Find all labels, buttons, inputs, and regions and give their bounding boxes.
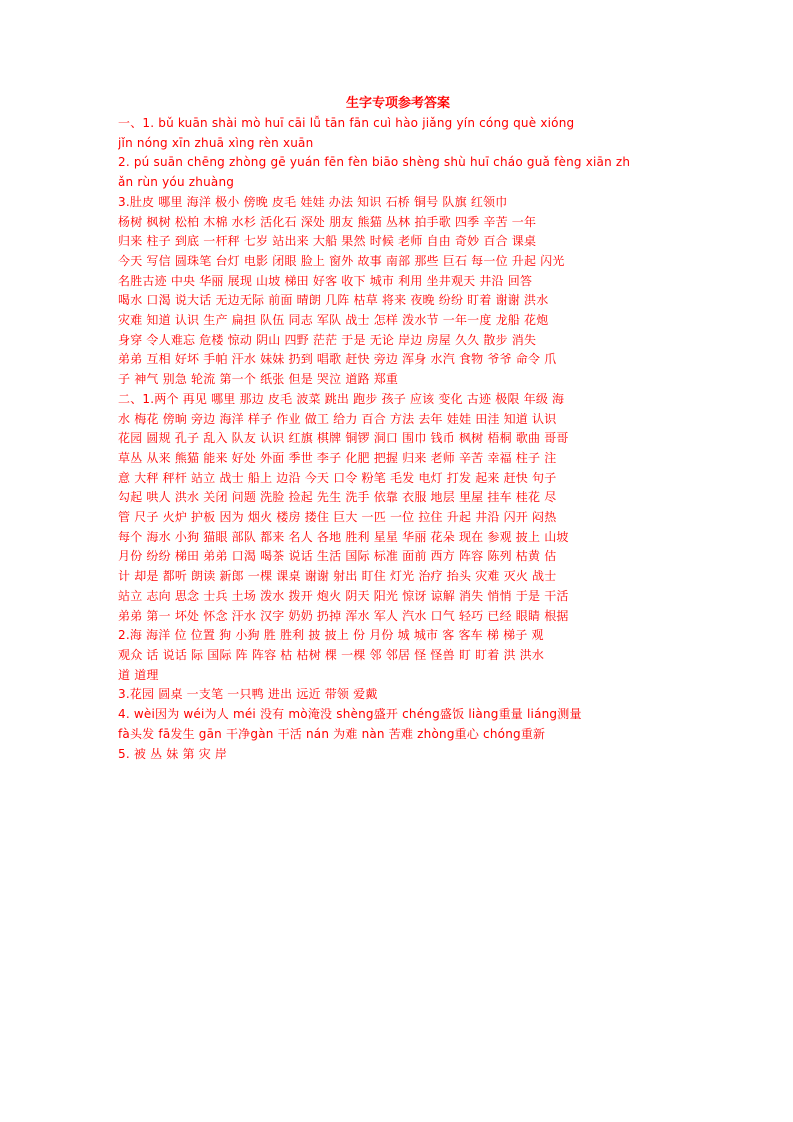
answer-line: 勾起 哄人 洪水 关闭 问题 洗脸 捡起 先生 洗手 依靠 衣服 地层 里屋 挂车 桂花 尽 xyxy=(118,490,557,505)
answer-line: 站立 志向 思念 士兵 土场 泼水 拨开 炮火 阴天 阳光 惊讶 谅解 消失 悄悄 于是 干活 xyxy=(118,588,569,603)
answer-line: 弟弟 互相 好坏 手帕 汗水 妹妹 扔到 唱歌 赶快 旁边 浑身 水汽 食物 爷爷 命令 爪 xyxy=(118,352,557,367)
answer-line: 管 尺子 火炉 护板 因为 烟火 楼房 搂住 巨大 一匹 一位 拉住 升起 井沿 闪开 闷热 xyxy=(118,510,557,525)
answer-line: 子 神气 别急 轮流 第一个 纸张 但是 哭泣 道路 郑重 xyxy=(118,372,399,387)
answer-line: 今天 写信 圆珠笔 台灯 电影 闭眼 脸上 窗外 故事 南部 那些 巨石 每一位 升起 闪光 xyxy=(118,253,565,268)
answer-line: 4. wèi因为 wéi为人 méi 没有 mò淹没 shèng盛开 chéng盛饭 liàng重量 liáng测量 xyxy=(118,707,582,722)
answer-line: 3.花园 圆桌 一支笔 一只鸭 进出 远近 带领 爱戴 xyxy=(118,687,378,702)
answer-line: 草丛 从来 熊猫 能来 好处 外面 季世 李子 化肥 把握 归来 老师 辛苦 幸福 柱子 注 xyxy=(118,450,557,465)
answer-line: 计 却是 都听 朗读 新郎 一棵 课桌 谢谢 射出 盯住 灯光 治疗 抬头 灾难 灭火 战士 xyxy=(118,569,557,584)
answer-line: 弟弟 第一 坏处 怀念 汗水 汉字 奶奶 扔掉 浑水 军人 汽水 口气 轻巧 已经 眼睛 根据 xyxy=(118,608,569,623)
answer-body xyxy=(118,114,678,764)
answer-line: 2.海 海洋 位 位置 狗 小狗 胜 胜利 披 披上 份 月份 城 城市 客 客车 梯 梯子 观 xyxy=(118,628,544,643)
answer-line: 名胜古迹 中央 华丽 展现 山坡 梯田 好客 收下 城市 利用 坐井观天 井沿 回答 xyxy=(118,273,533,288)
answer-line: 归来 柱子 到底 一杆秤 七岁 站出来 大船 果然 时候 老师 自由 奇妙 百合 课桌 xyxy=(118,234,537,249)
answer-line: 一、1. bǔ kuān shài mò huī cāi lǚ tān fān cuì hào jiǎng yín cóng què xióng xyxy=(118,116,575,130)
answer-line: fà头发 fā发生 gān 干净gàn 干活 nán 为难 nàn 苦难 zhòng重心 chóng重新 xyxy=(118,726,546,741)
answer-line: 月份 纷纷 梯田 弟弟 口渴 喝茶 说话 生活 国际 标准 面前 西方 阵容 陈列 枯黄 估 xyxy=(118,549,557,564)
document-title: 生字专项参考答案 xyxy=(345,96,450,111)
answer-line: jǐn nóng xīn zhuā xìng rèn xuān xyxy=(118,135,314,150)
answer-document xyxy=(118,94,678,764)
answer-line: 花园 圆规 孔子 乱入 队友 认识 红旗 棋牌 铜锣 洞口 围巾 钱币 枫树 梧桐 歌曲 哥哥 xyxy=(118,431,569,446)
answer-line: 二、1.两个 再见 哪里 那边 皮毛 波菜 跳出 跑步 孩子 应该 变化 古迹 极限 年级 海 xyxy=(118,391,565,406)
answer-line: 灾难 知道 认识 生产 扁担 队伍 同志 军队 战士 怎样 泼水节 一年一度 龙船 花炮 xyxy=(118,313,549,328)
answer-line: 观众 话 说话 际 国际 阵 阵容 枯 枯树 棵 一棵 邻 邻居 怪 怪兽 盯 盯着 洪 洪水 xyxy=(118,647,545,662)
answer-line: 喝水 口渴 说大话 无边无际 前面 晴朗 几阵 枯草 将来 夜晚 纷纷 盯着 谢谢 洪水 xyxy=(118,293,549,308)
answer-line: 3.肚皮 哪里 海洋 极小 傍晚 皮毛 娃娃 办法 知识 石桥 铜号 队旗 红领巾 xyxy=(118,194,508,209)
answer-line: 5. 被 丛 妹 第 灾 岸 xyxy=(118,746,228,761)
answer-line: 水 梅花 傍晌 旁边 海洋 样子 作业 做工 给力 百合 方法 去年 娃娃 田洼 知道 认识 xyxy=(118,411,557,426)
answer-line: 2. pú suān chēng zhòng gē yuán fēn fèn biāo shèng shù huī cháo guǎ fèng xiān zh xyxy=(118,155,631,170)
answer-line: 每个 海水 小狗 猫眼 部队 都来 名人 各地 胜利 星星 华丽 花朵 现在 参观 披上 山坡 xyxy=(118,529,569,544)
answer-line: 道 道理 xyxy=(118,667,159,682)
answer-line: 意 大秤 秤杆 站立 战士 船上 边沿 今天 口令 粉笔 毛发 电灯 打发 起来 赶快 句子 xyxy=(118,470,557,485)
answer-line: 身穿 令人难忘 危楼 惊动 阴山 四野 茫茫 于是 无论 岸边 房屋 久久 散步 消失 xyxy=(118,332,537,347)
answer-line: ǎn rùn yóu zhuàng xyxy=(118,175,235,190)
answer-line: 杨树 枫树 松柏 木棉 水杉 活化石 深处 朋友 熊猫 丛林 拍手歌 四季 辛苦 一年 xyxy=(118,214,537,229)
